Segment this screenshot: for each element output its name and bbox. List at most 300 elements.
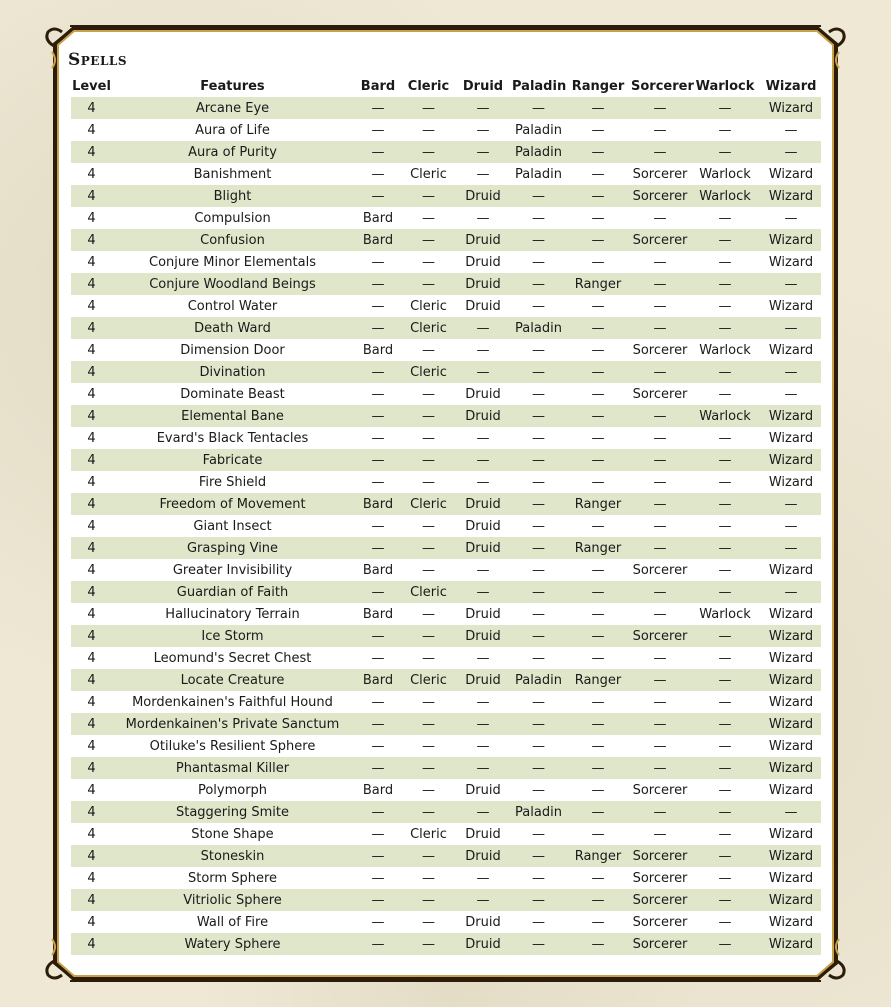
cell-bard: —: [371, 298, 385, 314]
cell-wizard: Wizard: [768, 870, 814, 886]
cell-paladin: —: [532, 430, 545, 446]
column-header-sorcerer: Sorcerer: [631, 78, 694, 94]
cell-bard: —: [353, 449, 403, 471]
column-header-ranger: Ranger: [571, 78, 625, 94]
cell-paladin: —: [512, 581, 565, 603]
cell-cleric: —: [403, 845, 454, 867]
cell-features: Dominate Beast: [180, 386, 285, 402]
cell-features: Control Water: [187, 298, 278, 314]
cell-sorcerer: Sorcerer: [632, 782, 688, 798]
cell-bard: —: [353, 537, 403, 559]
cell-warlock: —: [689, 625, 761, 647]
cell-features: Guardian of Faith: [112, 581, 353, 603]
cell-cleric: —: [422, 518, 435, 534]
cell-druid: —: [454, 361, 512, 383]
table-row: [71, 295, 821, 317]
cell-bard: —: [353, 933, 403, 955]
cell-warlock: —: [689, 713, 761, 735]
table-row: [71, 757, 821, 779]
cell-paladin: Paladin: [512, 317, 565, 339]
cell-level: 4: [71, 845, 112, 867]
cell-druid: —: [476, 122, 490, 138]
cell-wizard: Wizard: [768, 474, 814, 490]
cell-druid: —: [476, 650, 490, 666]
cell-warlock: —: [689, 757, 761, 779]
cell-paladin: —: [532, 474, 545, 490]
table-row: [71, 273, 821, 295]
cell-ranger: —: [591, 166, 605, 182]
table-row: [71, 427, 821, 449]
cell-warlock: —: [689, 317, 761, 339]
cell-features: Dimension Door: [180, 342, 285, 358]
cell-warlock: —: [689, 273, 761, 295]
cell-warlock: —: [689, 581, 761, 603]
cell-sorcerer: —: [653, 738, 667, 754]
cell-paladin: Paladin: [512, 801, 565, 823]
cell-sorcerer: —: [631, 757, 689, 779]
cell-cleric: —: [403, 713, 454, 735]
cell-paladin: —: [512, 97, 565, 119]
cell-cleric: —: [403, 97, 454, 119]
table-row: [71, 141, 821, 163]
cell-cleric: —: [403, 537, 454, 559]
cell-ranger: —: [565, 361, 631, 383]
cell-warlock: —: [718, 474, 732, 490]
cell-wizard: —: [784, 210, 798, 226]
cell-sorcerer: —: [631, 801, 689, 823]
cell-ranger: —: [565, 449, 631, 471]
cell-wizard: Wizard: [768, 606, 814, 622]
cell-paladin: Paladin: [515, 166, 562, 182]
cell-sorcerer: —: [631, 141, 689, 163]
cell-sorcerer: —: [631, 713, 689, 735]
cell-druid: Druid: [465, 914, 501, 930]
cell-level: 4: [71, 493, 112, 515]
cell-cleric: Cleric: [403, 361, 454, 383]
cell-druid: —: [476, 342, 490, 358]
cell-druid: —: [454, 801, 512, 823]
table-row: [71, 735, 821, 757]
cell-paladin: —: [512, 889, 565, 911]
cell-features: Confusion: [112, 229, 353, 251]
cell-level: 4: [87, 606, 96, 622]
cell-level: 4: [71, 669, 112, 691]
cell-cleric: —: [403, 273, 454, 295]
cell-paladin: —: [532, 782, 545, 798]
table-row: [71, 933, 821, 955]
cell-sorcerer: —: [653, 210, 667, 226]
cell-level: 4: [71, 625, 112, 647]
cell-level: 4: [71, 317, 112, 339]
cell-features: Locate Creature: [112, 669, 353, 691]
column-header-druid: Druid: [462, 78, 504, 94]
cell-paladin: —: [532, 298, 545, 314]
cell-warlock: —: [718, 210, 732, 226]
cell-level: 4: [87, 518, 96, 534]
table-row: [71, 339, 821, 361]
cell-wizard: Wizard: [761, 713, 821, 735]
cell-sorcerer: —: [631, 537, 689, 559]
cell-warlock: —: [689, 537, 761, 559]
cell-level: 4: [87, 386, 96, 402]
table-row: [71, 867, 821, 889]
cell-sorcerer: —: [653, 122, 667, 138]
cell-ranger: —: [591, 210, 605, 226]
cell-druid: Druid: [454, 273, 512, 295]
cell-sorcerer: Sorcerer: [631, 625, 689, 647]
cell-ranger: —: [565, 229, 631, 251]
cell-wizard: Wizard: [761, 185, 821, 207]
cell-cleric: Cleric: [403, 317, 454, 339]
cell-features: Stoneskin: [112, 845, 353, 867]
cell-features: Greater Invisibility: [172, 562, 293, 578]
cell-wizard: Wizard: [761, 405, 821, 427]
cell-bard: —: [353, 889, 403, 911]
spells-table: [71, 75, 821, 955]
cell-sorcerer: —: [631, 273, 689, 295]
cell-cleric: Cleric: [403, 493, 454, 515]
cell-paladin: —: [532, 606, 545, 622]
cell-bard: —: [353, 713, 403, 735]
cell-level: 4: [87, 430, 96, 446]
cell-ranger: Ranger: [565, 493, 631, 515]
cell-cleric: —: [422, 562, 435, 578]
cell-features: Hallucinatory Terrain: [165, 606, 300, 622]
cell-wizard: Wizard: [768, 738, 814, 754]
table-row: [71, 713, 821, 735]
cell-paladin: Paladin: [515, 122, 562, 138]
cell-warlock: —: [718, 870, 732, 886]
cell-cleric: —: [422, 210, 435, 226]
cell-warlock: —: [689, 141, 761, 163]
cell-sorcerer: —: [653, 826, 667, 842]
table-row: [71, 471, 821, 493]
cell-druid: Druid: [465, 606, 501, 622]
column-header-bard: Bard: [360, 78, 396, 94]
cell-features: Death Ward: [112, 317, 353, 339]
cell-ranger: —: [591, 694, 605, 710]
cell-warlock: —: [689, 449, 761, 471]
cell-bard: —: [371, 386, 385, 402]
cell-bard: —: [353, 97, 403, 119]
cell-bard: Bard: [362, 606, 394, 622]
cell-bard: Bard: [362, 562, 394, 578]
cell-warlock: —: [689, 229, 761, 251]
cell-warlock: —: [689, 801, 761, 823]
cell-level: 4: [71, 933, 112, 955]
cell-druid: Druid: [454, 185, 512, 207]
cell-sorcerer: Sorcerer: [631, 845, 689, 867]
cell-wizard: Wizard: [768, 694, 814, 710]
table-row: [71, 537, 821, 559]
cell-ranger: —: [591, 650, 605, 666]
cell-paladin: —: [532, 826, 545, 842]
cell-wizard: —: [761, 581, 821, 603]
cell-wizard: Wizard: [768, 826, 814, 842]
cell-level: 4: [71, 185, 112, 207]
cell-wizard: —: [784, 122, 798, 138]
cell-features: Fire Shield: [198, 474, 267, 490]
cell-druid: Druid: [454, 229, 512, 251]
table-row: [71, 669, 821, 691]
cell-warlock: —: [718, 254, 732, 270]
cell-ranger: —: [591, 518, 605, 534]
cell-bard: —: [371, 694, 385, 710]
cell-sorcerer: —: [653, 694, 667, 710]
cell-wizard: Wizard: [761, 97, 821, 119]
cell-druid: —: [476, 474, 490, 490]
cell-sorcerer: —: [653, 606, 667, 622]
cell-sorcerer: Sorcerer: [631, 889, 689, 911]
cell-ranger: —: [591, 562, 605, 578]
cell-druid: Druid: [465, 826, 501, 842]
cell-druid: Druid: [454, 537, 512, 559]
cell-bard: —: [353, 361, 403, 383]
cell-sorcerer: Sorcerer: [632, 914, 688, 930]
cell-level: 4: [71, 405, 112, 427]
cell-warlock: —: [689, 361, 761, 383]
cell-wizard: Wizard: [768, 298, 814, 314]
cell-level: 4: [71, 889, 112, 911]
cell-ranger: —: [591, 782, 605, 798]
cell-druid: Druid: [465, 254, 501, 270]
cell-ranger: —: [591, 606, 605, 622]
cell-features: Storm Sphere: [187, 870, 277, 886]
cell-druid: Druid: [454, 933, 512, 955]
cell-level: 4: [87, 122, 96, 138]
cell-sorcerer: Sorcerer: [632, 386, 688, 402]
cell-druid: —: [476, 870, 490, 886]
column-header-features: Features: [200, 78, 265, 94]
cell-bard: —: [371, 518, 385, 534]
cell-wizard: Wizard: [761, 933, 821, 955]
cell-features: Aura of Purity: [112, 141, 353, 163]
cell-paladin: —: [512, 273, 565, 295]
cell-wizard: Wizard: [768, 782, 814, 798]
cell-sorcerer: Sorcerer: [631, 933, 689, 955]
cell-cleric: Cleric: [410, 298, 447, 314]
cell-wizard: Wizard: [768, 254, 814, 270]
cell-wizard: Wizard: [768, 166, 814, 182]
cell-paladin: —: [512, 713, 565, 735]
cell-sorcerer: —: [653, 298, 667, 314]
cell-bard: —: [371, 826, 385, 842]
cell-level: 4: [71, 361, 112, 383]
cell-cleric: Cleric: [410, 166, 447, 182]
cell-druid: Druid: [454, 405, 512, 427]
cell-ranger: —: [591, 342, 605, 358]
cell-paladin: —: [512, 405, 565, 427]
cell-features: Divination: [112, 361, 353, 383]
column-header-paladin: Paladin: [512, 78, 567, 94]
cell-ranger: —: [565, 405, 631, 427]
cell-ranger: —: [591, 474, 605, 490]
cell-paladin: Paladin: [512, 669, 565, 691]
cell-bard: Bard: [362, 342, 394, 358]
cell-features: Freedom of Movement: [112, 493, 353, 515]
cell-wizard: —: [761, 141, 821, 163]
cell-sorcerer: —: [631, 361, 689, 383]
cell-cleric: —: [403, 141, 454, 163]
table-row: [71, 207, 821, 229]
cell-cleric: —: [422, 386, 435, 402]
cell-features: Blight: [112, 185, 353, 207]
cell-warlock: —: [689, 845, 761, 867]
cell-paladin: —: [512, 361, 565, 383]
cell-features: Wall of Fire: [196, 914, 269, 930]
cell-level: 4: [87, 738, 96, 754]
cell-cleric: —: [422, 870, 435, 886]
cell-wizard: —: [761, 273, 821, 295]
cell-paladin: Paladin: [512, 141, 565, 163]
cell-paladin: —: [512, 185, 565, 207]
cell-druid: —: [476, 430, 490, 446]
cell-wizard: Wizard: [761, 889, 821, 911]
cell-level: 4: [71, 141, 112, 163]
cell-wizard: Wizard: [768, 650, 814, 666]
cell-level: 4: [87, 650, 96, 666]
table-row: [71, 559, 821, 581]
cell-features: Phantasmal Killer: [112, 757, 353, 779]
cell-cleric: —: [403, 449, 454, 471]
cell-wizard: —: [761, 361, 821, 383]
cell-level: 4: [71, 229, 112, 251]
cell-features: Grasping Vine: [112, 537, 353, 559]
cell-druid: Druid: [465, 386, 501, 402]
table-body: [71, 97, 821, 955]
cell-sorcerer: —: [631, 405, 689, 427]
cell-ranger: —: [565, 317, 631, 339]
cell-cleric: —: [422, 342, 435, 358]
cell-bard: Bard: [362, 782, 394, 798]
cell-paladin: —: [532, 870, 545, 886]
cell-ranger: —: [591, 386, 605, 402]
cell-features: Giant Insect: [193, 518, 272, 534]
cell-cleric: —: [422, 122, 435, 138]
cell-features: Staggering Smite: [112, 801, 353, 823]
cell-features: Mordenkainen's Private Sanctum: [112, 713, 353, 735]
cell-level: 4: [71, 581, 112, 603]
cell-druid: —: [476, 694, 490, 710]
cell-level: 4: [87, 870, 96, 886]
cell-sorcerer: —: [653, 518, 667, 534]
cell-ranger: —: [565, 933, 631, 955]
cell-cleric: —: [403, 405, 454, 427]
cell-bard: Bard: [362, 210, 394, 226]
cell-bard: —: [371, 122, 385, 138]
table-row: [71, 405, 821, 427]
cell-level: 4: [71, 449, 112, 471]
cell-druid: Druid: [465, 518, 501, 534]
table-header-row: [71, 75, 821, 97]
cell-level: 4: [87, 298, 96, 314]
cell-wizard: Wizard: [768, 562, 814, 578]
cell-cleric: —: [422, 650, 435, 666]
cell-features: Evard's Black Tentacles: [156, 430, 309, 446]
cell-level: 4: [87, 254, 96, 270]
cell-bard: —: [371, 870, 385, 886]
cell-warlock: —: [718, 738, 732, 754]
cell-wizard: Wizard: [761, 449, 821, 471]
cell-warlock: —: [718, 650, 732, 666]
table-row: [71, 449, 821, 471]
cell-sorcerer: Sorcerer: [632, 166, 688, 182]
cell-cleric: —: [422, 738, 435, 754]
cell-features: Aura of Life: [195, 122, 270, 138]
cell-bard: —: [371, 650, 385, 666]
cell-bard: —: [371, 166, 385, 182]
cell-warlock: —: [718, 782, 732, 798]
cell-druid: —: [476, 738, 490, 754]
cell-sorcerer: —: [653, 430, 667, 446]
cell-wizard: Wizard: [761, 625, 821, 647]
cell-wizard: —: [761, 801, 821, 823]
cell-sorcerer: —: [631, 493, 689, 515]
cell-sorcerer: —: [631, 449, 689, 471]
cell-ranger: —: [565, 185, 631, 207]
cell-cleric: Cleric: [403, 669, 454, 691]
cell-level: 4: [71, 801, 112, 823]
cell-bard: —: [353, 581, 403, 603]
cell-wizard: —: [784, 386, 798, 402]
cell-druid: —: [454, 713, 512, 735]
cell-sorcerer: —: [631, 581, 689, 603]
cell-druid: Druid: [454, 625, 512, 647]
cell-ranger: Ranger: [565, 669, 631, 691]
cell-ranger: —: [591, 254, 605, 270]
cell-level: 4: [87, 342, 96, 358]
cell-warlock: Warlock: [699, 606, 751, 622]
cell-sorcerer: Sorcerer: [631, 229, 689, 251]
cell-warlock: —: [689, 97, 761, 119]
column-header-warlock: Warlock: [695, 78, 755, 94]
cell-wizard: Wizard: [761, 229, 821, 251]
cell-cleric: —: [422, 782, 435, 798]
cell-features: Stone Shape: [191, 826, 274, 842]
cell-druid: —: [454, 757, 512, 779]
cell-level: 4: [87, 474, 96, 490]
cell-ranger: —: [565, 801, 631, 823]
cell-features: Elemental Bane: [112, 405, 353, 427]
cell-sorcerer: Sorcerer: [632, 342, 688, 358]
cell-features: Conjure Minor Elementals: [149, 254, 316, 270]
cell-bard: —: [371, 914, 385, 930]
cell-features: Ice Storm: [112, 625, 353, 647]
cell-level: 4: [87, 826, 96, 842]
cell-druid: —: [476, 210, 490, 226]
cell-sorcerer: —: [653, 650, 667, 666]
cell-cleric: —: [422, 254, 435, 270]
cell-features: Watery Sphere: [112, 933, 353, 955]
cell-cleric: —: [422, 474, 435, 490]
table-row: [71, 691, 821, 713]
cell-bard: —: [353, 405, 403, 427]
table-row: [71, 603, 821, 625]
cell-ranger: —: [591, 738, 605, 754]
table-row: [71, 361, 821, 383]
table-row: [71, 317, 821, 339]
cell-sorcerer: Sorcerer: [632, 562, 688, 578]
cell-warlock: —: [718, 562, 732, 578]
table-row: [71, 493, 821, 515]
cell-sorcerer: —: [631, 97, 689, 119]
cell-level: 4: [87, 782, 96, 798]
cell-paladin: —: [512, 757, 565, 779]
cell-bard: Bard: [353, 493, 403, 515]
column-header-level: Level: [72, 78, 111, 94]
cell-bard: Bard: [353, 229, 403, 251]
cell-paladin: —: [532, 694, 545, 710]
